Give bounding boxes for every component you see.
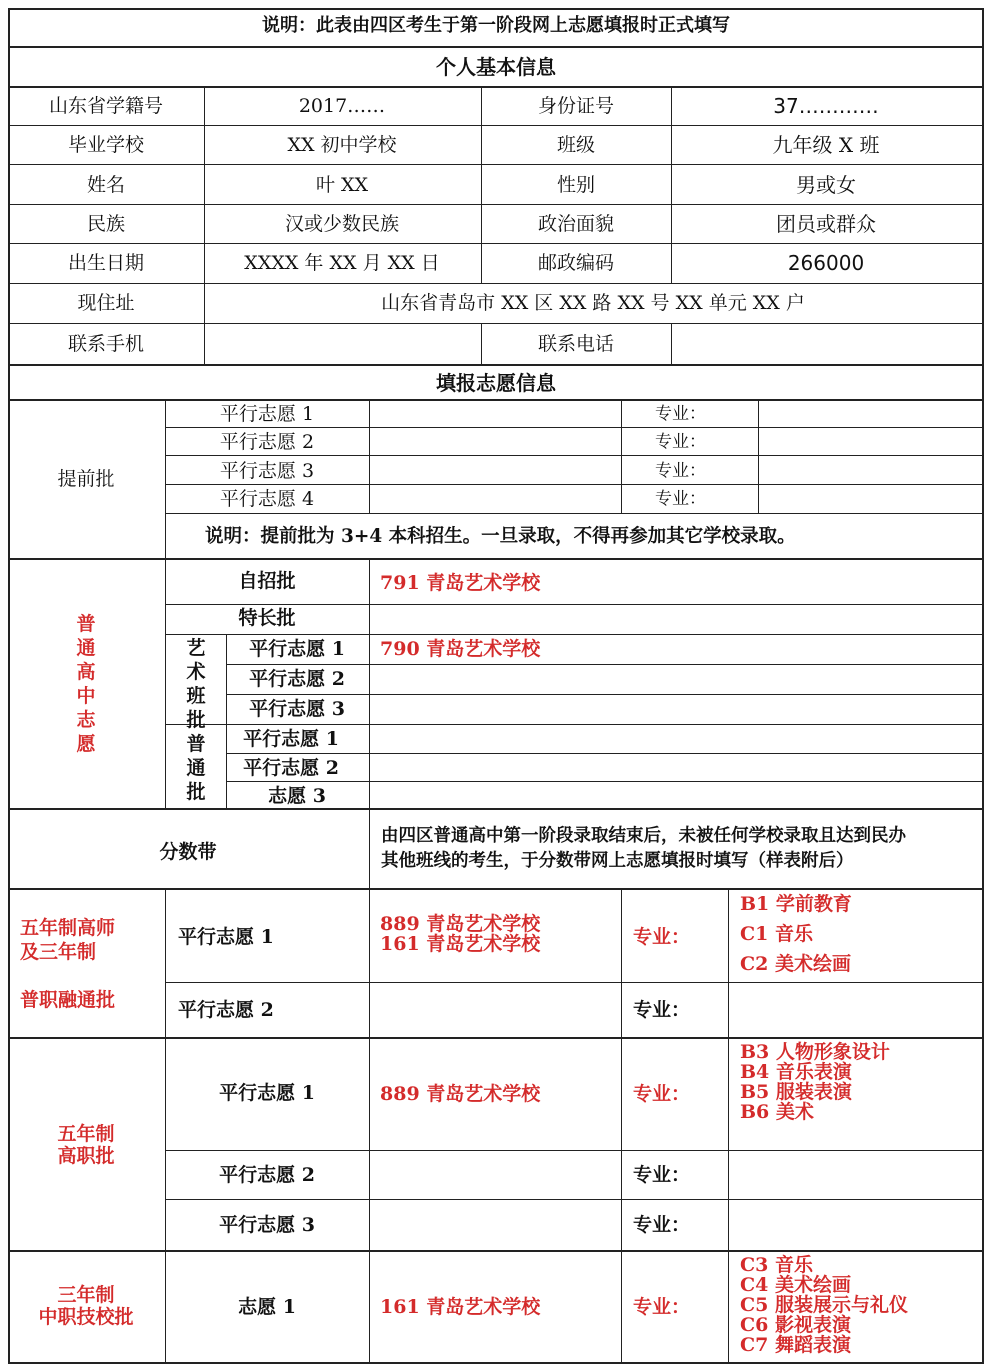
student-id-label: 山东省学籍号 [48,95,164,117]
phone-label: 联系电话 [537,333,615,355]
early-item-2: 平行志愿 2 [219,431,315,453]
hline [8,808,984,810]
vline [671,323,672,364]
early-item-3: 平行志愿 3 [219,460,315,482]
five-vocational-label-2: 高职批 [57,1145,115,1167]
hline [8,283,984,284]
five-three-major-1: B1 学前教育 [740,893,852,915]
five-three-item-2: 平行志愿 2 [178,999,274,1021]
five-vocational-label-1: 五年制 [57,1123,115,1145]
normal-batch-label: 普通批 [186,733,206,803]
postcode-value: 266000 [787,251,865,275]
hline [226,694,984,695]
border-right [982,8,984,1364]
school-label: 毕业学校 [67,134,145,156]
three-vocational-item-1: 志愿 1 [238,1296,296,1318]
hline [226,781,984,782]
vline [728,889,729,1362]
vline [165,889,166,1362]
five-three-school-2: 161 青岛艺术学校 [380,933,541,955]
hline [165,604,984,605]
score-band-note-1: 由四区普通高中第一阶段录取结束后，未被任何学校录取且达到民办 [381,826,906,846]
early-major-label-3: 专业： [655,461,706,481]
political-status-value: 团员或群众 [776,212,876,236]
vline [369,889,370,1362]
self-enroll-value: 791 青岛艺术学校 [380,572,541,594]
id-card-label: 身份证号 [537,95,615,117]
three-vocational-label-1: 三年制 [57,1284,115,1306]
vline [369,809,370,889]
three-vocational-major-5: C7 舞蹈表演 [740,1334,851,1356]
art-item-1-value: 790 青岛艺术学校 [380,638,541,660]
five-three-label-3: 普职融通批 [20,989,116,1011]
hline [8,399,984,401]
political-status-label: 政治面貌 [537,213,615,235]
five-vocational-major-label-3: 专业： [633,1214,691,1236]
hline [8,164,984,165]
hline [165,982,984,983]
ethnicity-label: 民族 [86,213,126,235]
vline [621,889,622,1362]
vline [369,559,370,809]
class-label: 班级 [556,134,596,156]
five-three-major-label-2: 专业： [633,999,691,1021]
five-vocational-item-3: 平行志愿 3 [219,1214,315,1236]
name-label: 姓名 [86,174,126,196]
ethnicity-value: 汉或少数民族 [284,213,400,235]
hline [8,364,984,366]
hline [8,1250,984,1252]
vline [481,86,482,283]
three-vocational-label-2: 中职技校批 [38,1306,134,1328]
postcode-label: 邮政编码 [537,252,615,274]
vline [165,559,166,809]
art-class-batch-label: 艺术班批 [186,637,206,731]
class-value: 九年级 X 班 [772,133,880,157]
student-id-value: 2017…… [298,95,386,117]
hline [8,86,984,88]
hline [8,558,984,560]
score-band-label: 分数带 [159,841,217,863]
art-item-1: 平行志愿 1 [249,638,345,660]
vline [369,400,370,513]
vline [165,400,166,558]
five-vocational-major-1: B3 人物形象设计 [740,1041,890,1063]
three-vocational-major-4: C6 影视表演 [740,1314,851,1336]
hline [165,634,984,635]
hline [165,484,984,485]
five-vocational-major-label-2: 专业： [633,1164,691,1186]
hline [8,46,984,48]
hline [165,1199,984,1200]
early-major-label-4: 专业： [655,489,706,509]
five-three-label-2: 及三年制 [20,941,97,963]
hline [8,125,984,126]
general-high-school-label: 普通高中志愿 [76,613,96,755]
name-value: 叶 XX [315,174,369,196]
specialty-batch-label: 特长批 [238,607,296,629]
border-bottom [8,1362,984,1364]
score-band-note-2: 其他班线的考生，于分数带网上志愿填报时填写（样表附后） [381,851,854,871]
early-item-1: 平行志愿 1 [219,403,315,425]
hline [8,204,984,205]
gender-value: 男或女 [796,173,856,197]
five-vocational-major-3: B5 服装表演 [740,1081,852,1103]
hline [165,724,984,725]
normal-item-1: 平行志愿 1 [243,728,339,750]
five-three-label-1: 五年制高师 [20,917,116,939]
hline [165,513,984,514]
vline [481,323,482,364]
early-major-label-1: 专业： [655,404,706,424]
early-batch-label: 提前批 [57,468,115,490]
form-notice: 说明：此表由四区考生于第一阶段网上志愿填报时正式填写 [262,15,730,36]
three-vocational-major-3: C5 服装展示与礼仪 [740,1294,908,1316]
hline [165,1150,984,1151]
three-vocational-school: 161 青岛艺术学校 [380,1296,541,1318]
five-vocational-item-1: 平行志愿 1 [219,1082,315,1104]
five-three-school-1: 889 青岛艺术学校 [380,913,541,935]
vline [226,634,227,809]
hline [165,455,984,456]
early-item-4: 平行志愿 4 [219,488,315,510]
border-left [8,8,10,1364]
school-value: XX 初中学校 [287,134,397,156]
art-item-2: 平行志愿 2 [249,668,345,690]
address-label: 现住址 [77,292,135,314]
hline [226,664,984,665]
vline [621,400,622,513]
birth-date-label: 出生日期 [67,252,145,274]
border-top [8,8,984,10]
hline [165,427,984,428]
five-vocational-school: 889 青岛艺术学校 [380,1083,541,1105]
volunteer-section-title: 填报志愿信息 [436,371,556,395]
vline [204,86,205,364]
mobile-label: 联系手机 [67,333,145,355]
normal-item-2: 平行志愿 2 [243,757,339,779]
five-three-item-1: 平行志愿 1 [178,926,274,948]
id-card-value: 37………… [773,94,879,118]
five-vocational-major-2: B4 音乐表演 [740,1061,852,1083]
three-vocational-major-1: C3 音乐 [740,1254,813,1276]
normal-item-3: 志愿 3 [268,785,326,807]
art-item-3: 平行志愿 3 [249,698,345,720]
address-value: 山东省青岛市 XX 区 XX 路 XX 号 XX 单元 XX 户 [381,292,805,314]
five-vocational-major-4: B6 美术 [740,1101,814,1123]
three-vocational-major-label: 专业： [633,1296,691,1318]
three-vocational-major-2: C4 美术绘画 [740,1274,851,1296]
hline [226,753,984,754]
vline [671,86,672,283]
hline [8,323,984,324]
hline [8,888,984,890]
gender-label: 性别 [556,174,596,196]
five-three-major-2: C1 音乐 [740,923,813,945]
self-enroll-label: 自招批 [238,570,296,592]
early-batch-note: 说明：提前批为 3+4 本科招生。一旦录取，不得再参加其它学校录取。 [205,526,796,547]
five-vocational-item-2: 平行志愿 2 [219,1164,315,1186]
early-major-label-2: 专业： [655,432,706,452]
birth-date-value: XXXX 年 XX 月 XX 日 [244,252,440,274]
five-vocational-major-label-1: 专业： [633,1083,691,1105]
vline [758,400,759,513]
hline [8,1037,984,1039]
five-three-major-3: C2 美术绘画 [740,953,851,975]
personal-section-title: 个人基本信息 [436,55,556,79]
hline [8,243,984,244]
five-three-major-label-1: 专业： [633,926,691,948]
